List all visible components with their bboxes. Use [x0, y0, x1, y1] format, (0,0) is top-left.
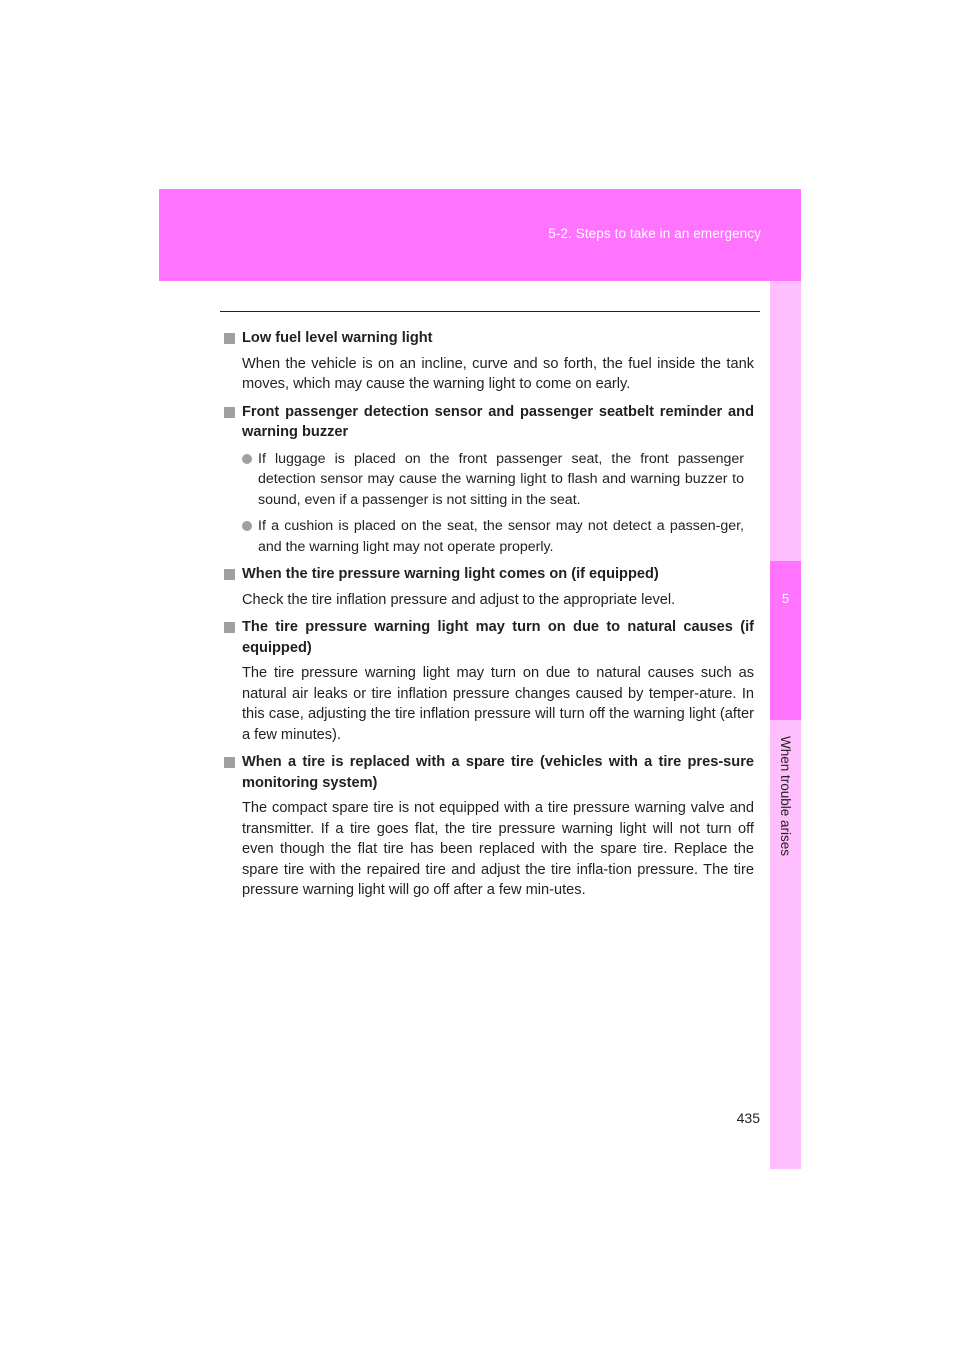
page-number: 435	[736, 1110, 760, 1126]
section-natural-causes	[224, 617, 754, 745]
circle-bullet-icon	[242, 521, 252, 531]
side-tab	[770, 281, 801, 1169]
circle-bullet-icon	[242, 454, 252, 464]
chapter-header	[159, 189, 801, 281]
square-bullet-icon	[224, 333, 235, 344]
square-bullet-icon	[224, 622, 235, 633]
section-heading: Front passenger detection sensor and passenger seatbelt reminder and warning buzzer	[224, 402, 754, 443]
bullet-item: If luggage is placed on the front passenger seat, the front passenger detection sensor may cause the warning light to flash and warning buzzer to sound, even if a passenger is not sitting in the seat.	[224, 449, 754, 511]
section-text: When the vehicle is on an incline, curve and so forth, the fuel inside the tank moves, which may cause the warning light to come on early.	[242, 355, 754, 392]
divider	[220, 311, 760, 312]
section-spare-tire	[224, 752, 754, 901]
page-content	[224, 328, 754, 908]
bullet-item: If a cushion is placed on the seat, the sensor may not detect a passen-ger, and the warning light may not operate properly.	[224, 516, 754, 557]
section-text: The compact spare tire is not equipped with a tire pressure warning valve and transmitter. If a tire goes flat, the tire pressure warning light will not turn off even though the flat tire has been replaced with the spare tire. Replace the spare tire with the repaired tire and adjust the tire infla-tion pressure. The tire pressure warning light will go off after a few min-utes.	[242, 800, 754, 898]
section-heading: When a tire is replaced with a spare tire (vehicles with a tire pres-sure monitoring system)	[224, 752, 754, 793]
chapter-title: 5-2. Steps to take in an emergency	[548, 226, 761, 241]
section-heading: Low fuel level warning light	[224, 328, 754, 349]
section-passenger-sensor	[224, 402, 754, 558]
section-text: Check the tire inflation pressure and adjust to the appropriate level.	[242, 591, 676, 608]
square-bullet-icon	[224, 757, 235, 768]
chapter-number-box	[770, 561, 801, 720]
section-heading: When the tire pressure warning light comes on (if equipped)	[224, 564, 754, 585]
chapter-label: When trouble arises	[778, 736, 793, 857]
square-bullet-icon	[224, 407, 235, 418]
section-low-fuel	[224, 328, 754, 395]
section-tire-warning-on	[224, 564, 754, 610]
section-text: The tire pressure warning light may turn on due to natural causes such as natural air leaks or tire inflation pressure changes caused by temper-ature. In this case, adjusting the tire inflation pressure will turn off the warning light (after a few minutes).	[242, 665, 754, 743]
chapter-number: 5	[781, 591, 790, 606]
square-bullet-icon	[224, 569, 235, 580]
section-heading: The tire pressure warning light may turn on due to natural causes (if equipped)	[224, 617, 754, 658]
